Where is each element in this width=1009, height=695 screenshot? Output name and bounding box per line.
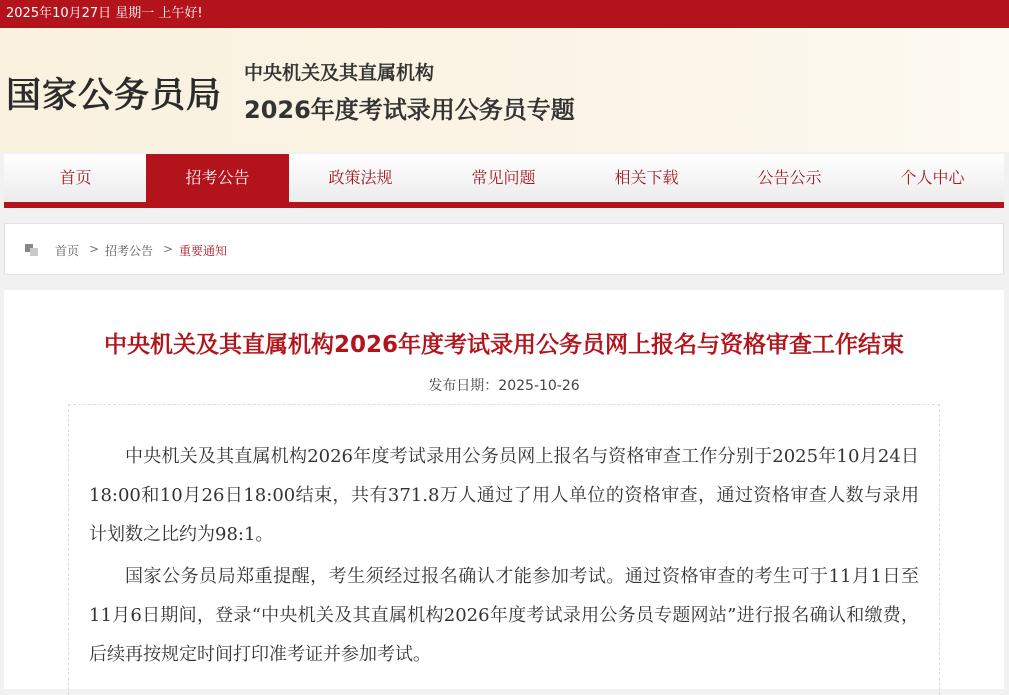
article-title: 中央机关及其直属机构2026年度考试录用公务员网上报名与资格审查工作结束 <box>103 332 904 358</box>
article-paragraph: 国家公务员局郑重提醒，考生须经过报名确认才能参加考试。通过资格审查的考生可于11月1日至11月6日期间，登录“中央机关及其直属机构2026年度考试录用公务员专题网站”进行报名确认和缴费，后续再按规定时间打印准考证并参加考试。 <box>89 566 919 665</box>
nav-item-home[interactable]: 首页 <box>59 168 92 187</box>
nav-item-personal-center[interactable]: 个人中心 <box>900 168 965 187</box>
breadcrumb <box>4 223 1004 275</box>
nav-item-faq[interactable]: 常见问题 <box>471 168 536 187</box>
site-logo[interactable]: 国家公务员局 <box>6 76 223 116</box>
nav-item-downloads[interactable]: 相关下载 <box>614 168 679 187</box>
article <box>4 290 1004 689</box>
nav-item-announcements[interactable]: 公告公示 <box>757 168 822 187</box>
main-nav <box>4 154 1004 208</box>
article-paragraph: 中央机关及其直属机构2026年度考试录用公务员网上报名与资格审查工作分别于2025年10月24日18:00和10月26日18:00结束，共有371.8万人通过了用人单位的资格审查，通过资格审查人数与录用计划数之比约为98:1。 <box>89 446 920 545</box>
nav-item-recruitment-notices[interactable]: 招考公告 <box>146 154 289 202</box>
nav-item-policies[interactable]: 政策法规 <box>328 168 393 187</box>
breadcrumb-current: 重要通知 <box>179 244 228 258</box>
article-body <box>68 404 940 695</box>
breadcrumb-separator: > <box>163 242 174 256</box>
header-title: 2026年度考试录用公务员专题 <box>244 96 575 124</box>
top-bar <box>0 0 1009 28</box>
breadcrumb-icon <box>25 244 39 256</box>
header-banner <box>0 28 1009 152</box>
date-greeting: 2025年10月27日 星期一 上午好! <box>6 6 203 21</box>
breadcrumb-home[interactable]: 首页 <box>55 244 80 258</box>
breadcrumb-separator: > <box>89 242 100 256</box>
breadcrumb-recruitment-notices[interactable]: 招考公告 <box>105 244 154 258</box>
header-subtitle: 中央机关及其直属机构 <box>244 62 435 84</box>
publish-date: 发布日期：2025-10-26 <box>428 378 580 394</box>
